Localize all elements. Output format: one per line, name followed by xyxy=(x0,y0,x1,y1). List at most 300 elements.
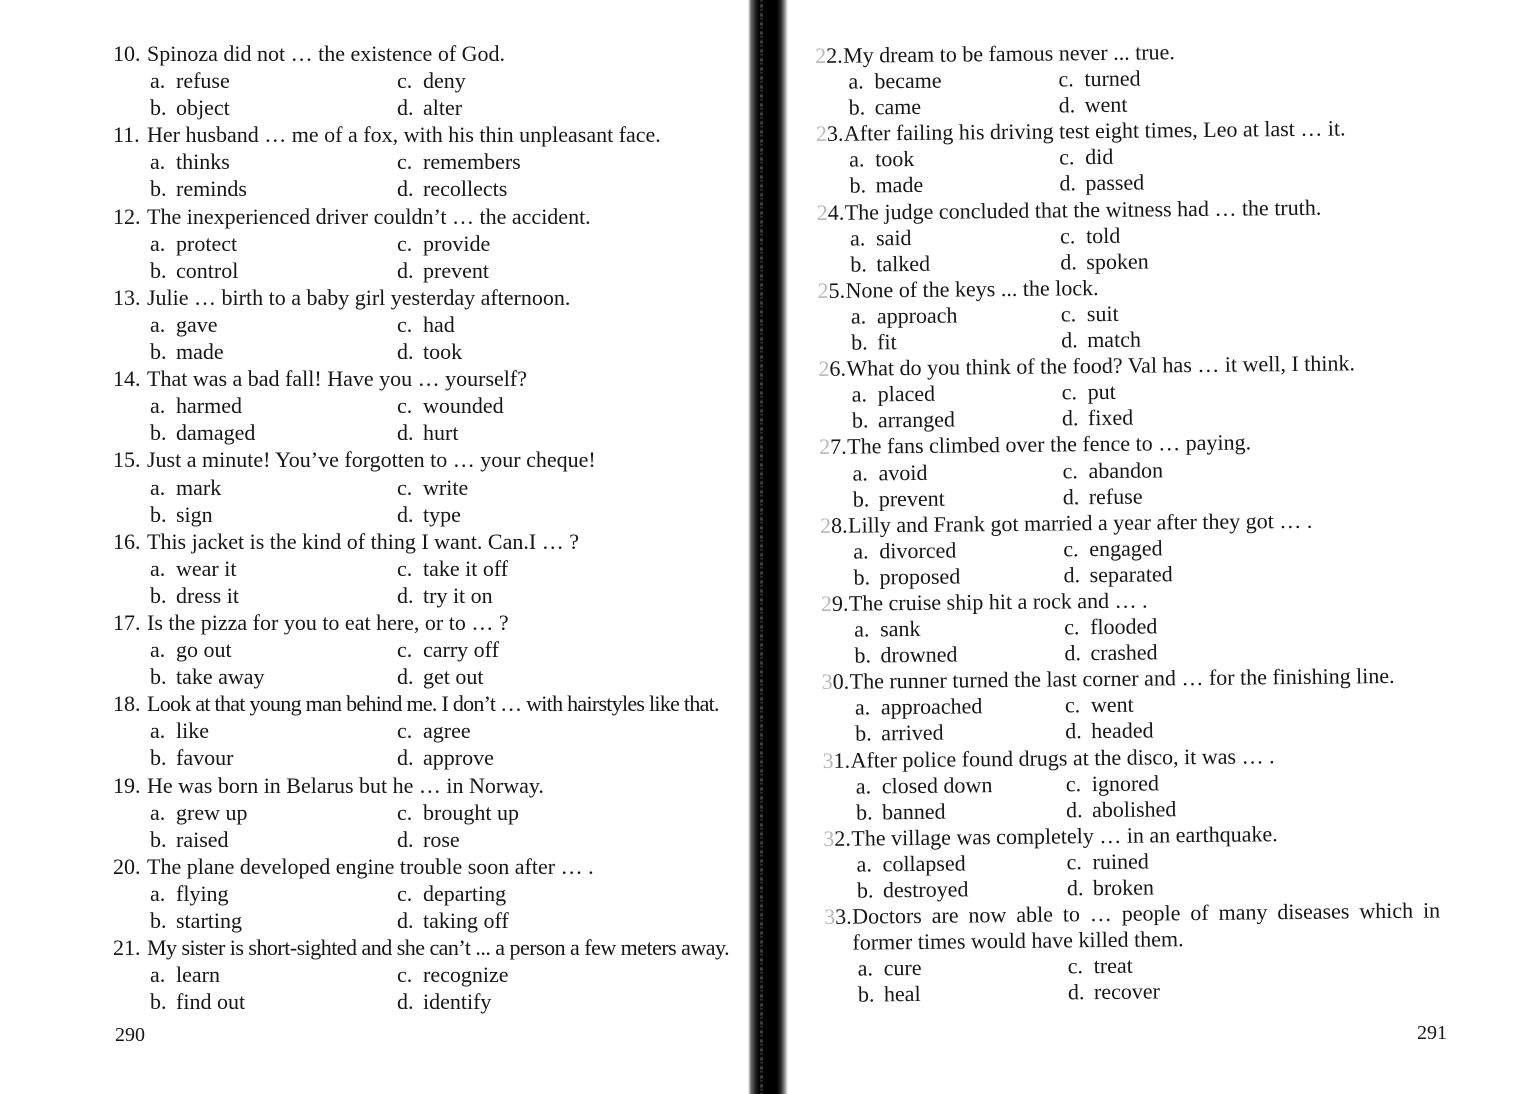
option-text: damaged xyxy=(176,420,256,446)
option-label: d. xyxy=(1066,875,1084,901)
option-text: abolished xyxy=(1091,795,1177,822)
option-text: put xyxy=(1087,379,1116,405)
answer-options xyxy=(856,845,1440,903)
option-label: c. xyxy=(1064,692,1081,718)
option-text: dress it xyxy=(176,582,239,608)
question-line xyxy=(113,772,729,799)
answer-options xyxy=(150,392,729,446)
option-text: made xyxy=(875,172,924,198)
question-text: Julie … birth to a baby girl yesterday afternoon. xyxy=(147,284,571,310)
option-a xyxy=(851,301,1061,329)
option-text: arranged xyxy=(877,406,956,433)
question-24 xyxy=(817,193,1434,278)
option-b xyxy=(150,501,397,528)
question-16 xyxy=(113,528,729,609)
option-text: arrived xyxy=(881,720,944,746)
option-b xyxy=(853,484,1063,512)
option-text: take away xyxy=(176,664,265,690)
option-label: c. xyxy=(397,311,413,337)
option-text: divorced xyxy=(879,537,957,564)
option-label: a. xyxy=(150,962,166,988)
option-label: a. xyxy=(150,799,166,825)
question-14 xyxy=(113,365,729,446)
question-text: Spinoza did not … the existence of God. xyxy=(147,41,506,66)
right-page xyxy=(815,37,1441,1009)
option-text: alter xyxy=(423,95,463,121)
option-d xyxy=(397,582,729,609)
option-label: a. xyxy=(857,955,874,981)
answer-options xyxy=(150,230,729,284)
question-text: Doctors are now able to … people of many diseases which in former times would have killed them. xyxy=(852,897,1441,955)
question-28 xyxy=(820,506,1437,591)
option-text: destroyed xyxy=(882,876,969,903)
option-c xyxy=(1059,141,1432,171)
option-text: approve xyxy=(423,745,494,771)
option-label: b. xyxy=(150,664,167,690)
option-text: ignored xyxy=(1091,770,1160,796)
question-26 xyxy=(818,350,1435,435)
question-number: 31. xyxy=(822,747,851,773)
option-text: find out xyxy=(176,989,246,1015)
answer-options xyxy=(150,717,729,771)
question-number: 11. xyxy=(113,122,140,148)
option-text: agree xyxy=(423,718,471,744)
option-b xyxy=(150,175,397,202)
option-label: a. xyxy=(150,230,166,256)
option-text: went xyxy=(1084,91,1128,118)
option-label: b. xyxy=(150,176,167,202)
option-label: c. xyxy=(397,68,413,94)
option-d xyxy=(1061,324,1434,354)
option-b xyxy=(150,419,397,446)
question-text: The judge concluded that the witness had … the truth. xyxy=(844,194,1322,225)
right-page-number: 291 xyxy=(1417,1022,1447,1044)
question-number: 29. xyxy=(820,590,849,616)
question-text: The inexperienced driver couldn’t … the accident. xyxy=(147,203,591,229)
option-c xyxy=(1062,454,1435,484)
option-label: d. xyxy=(1065,718,1082,744)
option-c xyxy=(1066,767,1439,797)
option-label: b. xyxy=(854,642,872,668)
option-label: c. xyxy=(397,799,413,825)
question-number: 10. xyxy=(113,41,141,66)
option-b xyxy=(855,719,1065,747)
option-b xyxy=(849,93,1059,121)
answer-options xyxy=(854,611,1438,669)
question-number: 28. xyxy=(819,512,848,538)
option-text: flying xyxy=(176,880,229,906)
option-label: b. xyxy=(150,501,167,527)
option-text: became xyxy=(874,67,942,94)
option-d xyxy=(1060,245,1433,275)
option-label: b. xyxy=(848,94,866,120)
option-label: a. xyxy=(855,773,872,799)
option-d xyxy=(1063,480,1436,510)
question-33 xyxy=(824,898,1441,1009)
question-line xyxy=(113,121,729,148)
option-label: c. xyxy=(1060,301,1077,327)
option-label: b. xyxy=(150,339,167,365)
option-c xyxy=(397,311,729,338)
question-line xyxy=(113,528,729,555)
option-a xyxy=(855,693,1065,721)
answer-options xyxy=(856,767,1440,825)
answer-options xyxy=(858,950,1442,1008)
answer-options xyxy=(150,148,729,202)
option-text: drowned xyxy=(880,641,958,668)
option-b xyxy=(150,744,397,771)
option-label: a. xyxy=(150,880,166,906)
option-c xyxy=(1058,63,1431,93)
option-text: deny xyxy=(423,68,466,94)
option-label: c. xyxy=(1067,953,1084,979)
option-text: identify xyxy=(423,989,492,1015)
question-text: The fans climbed over the fence to … paying. xyxy=(847,429,1252,460)
option-label: c. xyxy=(397,230,413,256)
option-d xyxy=(397,419,729,446)
option-label: b. xyxy=(853,564,871,590)
option-label: a. xyxy=(854,616,870,642)
option-label: d. xyxy=(397,339,414,365)
option-b xyxy=(150,907,397,934)
question-number: 21. xyxy=(113,935,141,961)
option-d xyxy=(397,338,729,365)
option-label: a. xyxy=(150,68,166,94)
option-label: b. xyxy=(851,407,869,433)
option-label: c. xyxy=(1059,144,1075,170)
option-label: b. xyxy=(856,877,874,903)
option-text: turned xyxy=(1084,65,1141,92)
question-19 xyxy=(113,772,729,853)
option-text: protect xyxy=(176,230,238,256)
question-text: The village was completely … in an earthquake. xyxy=(851,821,1278,851)
option-d xyxy=(1063,558,1436,588)
question-text: My sister is short-sighted and she can’t ... a person a few meters away. xyxy=(147,935,730,961)
option-b xyxy=(858,980,1068,1008)
option-label: a. xyxy=(853,538,869,564)
question-number: 33. xyxy=(824,903,852,930)
option-a xyxy=(858,954,1068,982)
question-number: 20. xyxy=(113,853,141,879)
question-text: The runner turned the last corner and … for the finishing line. xyxy=(849,663,1395,694)
option-text: learn xyxy=(176,962,220,988)
question-text: Is the pizza for you to eat here, or to … ? xyxy=(147,609,509,635)
option-text: headed xyxy=(1091,717,1154,744)
option-text: took xyxy=(423,339,463,365)
option-text: like xyxy=(176,718,209,744)
option-c xyxy=(1063,532,1436,562)
option-text: said xyxy=(875,224,912,251)
option-label: d. xyxy=(397,826,414,852)
option-text: suit xyxy=(1086,300,1119,327)
option-a xyxy=(150,474,397,501)
option-a xyxy=(150,148,397,175)
option-text: refuse xyxy=(176,68,230,94)
question-21 xyxy=(113,934,729,1015)
option-text: cure xyxy=(883,955,922,981)
question-number: 18. xyxy=(113,691,141,717)
option-label: a. xyxy=(856,851,872,877)
option-label: d. xyxy=(1067,979,1085,1005)
question-line xyxy=(113,203,729,230)
option-text: sank xyxy=(880,615,921,642)
option-label: c. xyxy=(1062,457,1078,483)
option-text: engaged xyxy=(1089,535,1163,561)
question-line xyxy=(113,284,729,311)
option-b xyxy=(150,582,397,609)
option-a xyxy=(150,799,397,826)
option-a xyxy=(852,380,1062,408)
option-label: b. xyxy=(851,329,868,355)
option-text: spoken xyxy=(1086,248,1149,274)
option-label: d. xyxy=(397,664,414,690)
question-25 xyxy=(817,271,1434,356)
option-c xyxy=(1060,219,1433,249)
option-b xyxy=(150,257,397,284)
option-label: a. xyxy=(852,459,868,486)
answer-options xyxy=(150,311,729,365)
option-b xyxy=(854,641,1064,669)
option-a xyxy=(852,458,1062,486)
question-text: The plane developed engine trouble soon after … . xyxy=(147,853,594,879)
option-d xyxy=(397,988,729,1015)
option-label: a. xyxy=(150,637,166,663)
question-text: My dream to be famous never ... true. xyxy=(842,39,1175,68)
option-label: d. xyxy=(1064,640,1082,666)
option-b xyxy=(849,171,1059,199)
option-b xyxy=(850,249,1060,277)
option-text: took xyxy=(875,146,915,172)
option-text: brought up xyxy=(423,799,519,825)
option-a xyxy=(150,717,397,744)
option-a xyxy=(150,555,397,582)
question-number: 32. xyxy=(823,825,851,851)
question-number: 13. xyxy=(113,284,141,310)
option-label: d. xyxy=(1063,562,1081,588)
option-label: c. xyxy=(1065,770,1082,797)
option-text: harmed xyxy=(176,393,242,419)
answer-options xyxy=(150,474,729,528)
option-text: made xyxy=(176,339,224,365)
option-text: gave xyxy=(176,311,218,337)
option-text: had xyxy=(423,311,455,337)
option-a xyxy=(856,849,1066,877)
question-text: Lilly and Frank got married a year after they got … . xyxy=(847,507,1313,538)
question-line xyxy=(824,898,1441,957)
option-label: c. xyxy=(1063,614,1080,640)
option-label: b. xyxy=(150,826,167,852)
option-text: grew up xyxy=(176,799,248,825)
option-label: a. xyxy=(150,393,166,419)
option-text: carry off xyxy=(423,637,499,663)
question-23 xyxy=(816,115,1433,200)
option-a xyxy=(150,961,397,988)
option-label: b. xyxy=(852,486,870,512)
option-b xyxy=(852,406,1062,434)
option-c xyxy=(1061,297,1434,327)
option-c xyxy=(397,880,729,907)
question-text: None of the keys ... the lock. xyxy=(845,274,1099,303)
option-text: mark xyxy=(176,474,222,500)
option-c xyxy=(397,230,729,257)
question-line xyxy=(113,934,729,961)
option-label: a. xyxy=(850,303,867,329)
option-text: favour xyxy=(176,745,234,771)
option-text: went xyxy=(1090,692,1134,718)
option-text: try it on xyxy=(423,582,493,608)
option-text: fixed xyxy=(1087,405,1134,431)
answer-options xyxy=(850,219,1434,277)
option-label: d. xyxy=(1062,483,1080,510)
option-c xyxy=(1062,376,1435,406)
option-d xyxy=(397,94,729,121)
option-label: d. xyxy=(397,501,414,527)
option-label: c. xyxy=(1061,379,1078,405)
option-text: approach xyxy=(876,302,958,329)
question-number: 12. xyxy=(113,203,141,229)
option-b xyxy=(856,797,1066,825)
option-text: recognize xyxy=(423,962,509,988)
option-text: rose xyxy=(423,826,460,852)
option-text: banned xyxy=(881,798,946,825)
option-text: type xyxy=(423,501,461,527)
option-label: c. xyxy=(1059,222,1076,249)
option-text: crashed xyxy=(1090,639,1158,666)
option-c xyxy=(1066,845,1439,875)
option-text: placed xyxy=(877,380,936,407)
option-label: a. xyxy=(150,149,166,175)
option-label: b. xyxy=(857,981,875,1007)
question-number: 22. xyxy=(815,42,843,68)
option-b xyxy=(150,94,397,121)
option-c xyxy=(1065,689,1438,719)
question-text: After failing his driving test eight times, Leo at last … it. xyxy=(843,115,1346,146)
option-text: take it off xyxy=(423,555,509,581)
answer-options xyxy=(150,636,729,690)
option-text: passed xyxy=(1085,170,1145,196)
option-text: broken xyxy=(1092,874,1155,901)
option-text: wear it xyxy=(176,555,237,581)
option-label: d. xyxy=(397,908,414,933)
answer-options xyxy=(150,67,729,121)
option-d xyxy=(1059,89,1432,119)
answer-options xyxy=(852,376,1436,434)
option-label: a. xyxy=(849,146,865,173)
option-label: a. xyxy=(150,718,166,744)
option-c xyxy=(397,636,729,663)
option-text: treat xyxy=(1093,953,1133,979)
option-label: b. xyxy=(849,172,867,199)
option-label: b. xyxy=(150,257,167,283)
question-18 xyxy=(113,690,729,771)
option-text: abandon xyxy=(1088,456,1164,483)
answer-options xyxy=(150,555,729,609)
option-text: collapsed xyxy=(882,850,966,877)
question-text: The cruise ship hit a rock and … . xyxy=(848,587,1148,616)
option-text: came xyxy=(874,94,922,120)
option-a xyxy=(150,636,397,663)
option-c xyxy=(397,392,729,419)
option-label: a. xyxy=(854,694,871,720)
option-label: c. xyxy=(1066,849,1082,875)
question-31 xyxy=(822,741,1439,826)
option-text: taking off xyxy=(423,908,509,933)
option-c xyxy=(397,474,729,501)
option-b xyxy=(150,663,397,690)
question-17 xyxy=(113,609,729,690)
question-line xyxy=(113,365,729,392)
option-label: d. xyxy=(1061,405,1079,431)
option-label: a. xyxy=(150,555,166,581)
answer-options xyxy=(150,880,729,934)
option-text: flooded xyxy=(1089,613,1158,640)
question-22 xyxy=(815,37,1432,122)
option-text: get out xyxy=(423,664,484,690)
gutter-scan-edge xyxy=(760,0,763,1094)
option-label: c. xyxy=(397,393,413,419)
option-label: d. xyxy=(397,420,414,446)
option-d xyxy=(1059,167,1432,197)
option-label: b. xyxy=(150,420,167,446)
option-a xyxy=(150,67,397,94)
option-a xyxy=(853,536,1063,564)
answer-options xyxy=(855,689,1439,747)
option-text: proposed xyxy=(879,563,961,590)
answer-options xyxy=(849,141,1433,199)
option-d xyxy=(397,175,729,202)
question-12 xyxy=(113,203,729,284)
option-a xyxy=(150,230,397,257)
question-15 xyxy=(113,446,729,527)
option-c xyxy=(397,67,729,94)
option-c xyxy=(397,148,729,175)
option-label: d. xyxy=(397,95,414,121)
option-text: go out xyxy=(176,637,232,663)
option-label: d. xyxy=(397,745,414,771)
answer-options xyxy=(848,63,1432,121)
option-b xyxy=(150,826,397,853)
question-number: 27. xyxy=(819,434,847,460)
question-number: 30. xyxy=(821,668,850,695)
option-c xyxy=(397,555,729,582)
option-label: d. xyxy=(397,582,414,608)
option-a xyxy=(854,614,1064,642)
option-d xyxy=(1065,715,1438,745)
option-d xyxy=(397,744,729,771)
option-label: a. xyxy=(150,474,166,500)
question-number: 25. xyxy=(817,277,846,303)
question-text: After police found drugs at the disco, it was … . xyxy=(850,742,1275,773)
option-b xyxy=(857,875,1067,903)
option-a xyxy=(150,311,397,338)
option-text: raised xyxy=(176,826,229,852)
option-d xyxy=(1064,637,1437,667)
option-label: a. xyxy=(849,225,866,251)
option-text: separated xyxy=(1089,561,1173,588)
option-label: a. xyxy=(848,68,864,94)
option-text: prevent xyxy=(878,485,945,511)
option-c xyxy=(1064,611,1437,641)
option-text: refuse xyxy=(1088,483,1143,509)
option-d xyxy=(397,257,729,284)
option-b xyxy=(150,338,397,365)
option-label: c. xyxy=(397,637,413,663)
option-text: remembers xyxy=(423,149,521,175)
option-label: d. xyxy=(397,989,414,1015)
option-a xyxy=(850,223,1060,251)
option-label: d. xyxy=(1058,92,1076,118)
option-text: starting xyxy=(176,908,242,933)
